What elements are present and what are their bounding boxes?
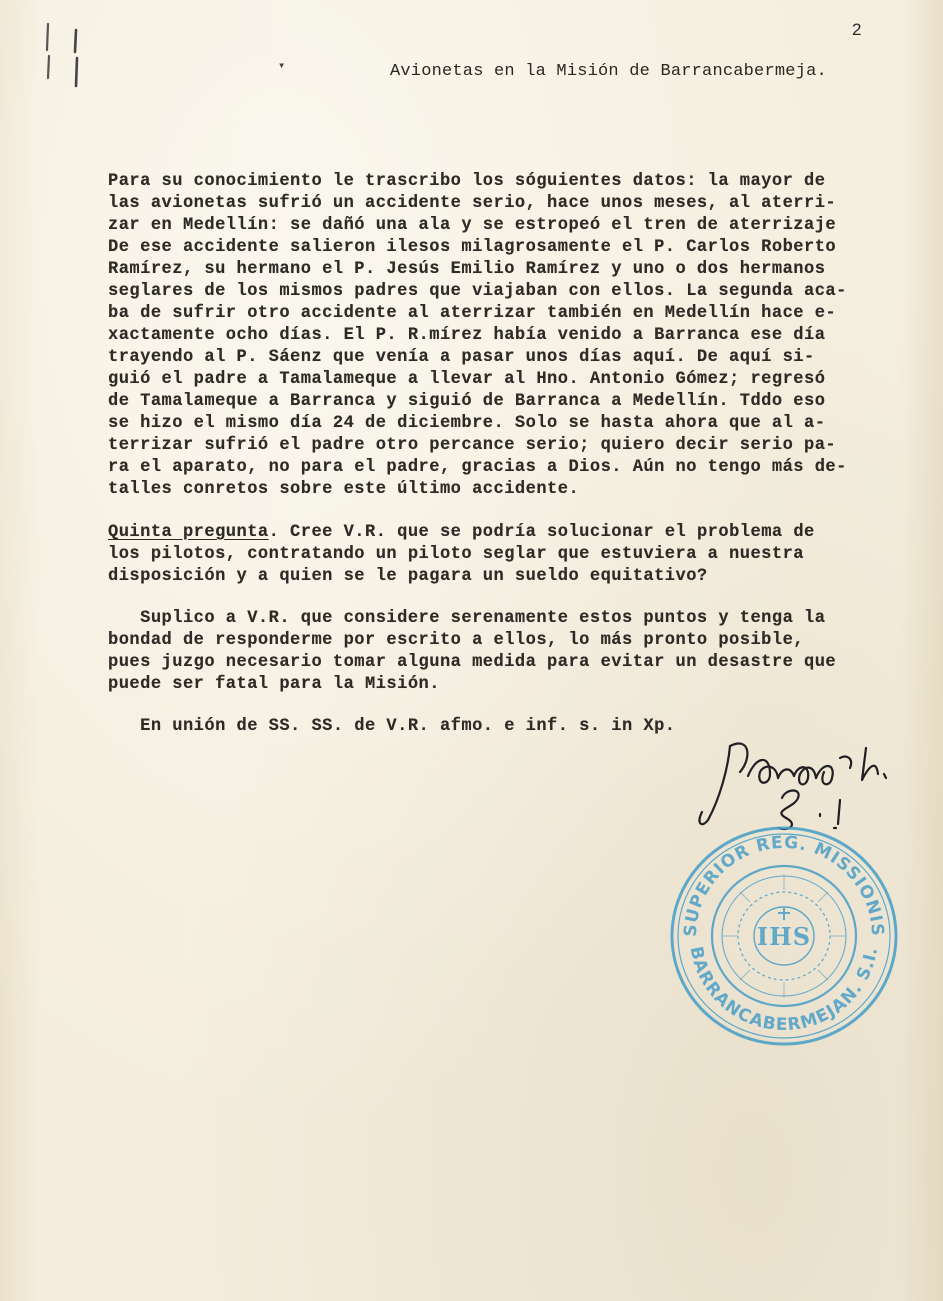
body-line: puede ser fatal para la Misión. [108, 675, 440, 694]
body-line: talles conretos sobre este último accidente. [108, 480, 580, 499]
question-text: . Cree V.R. que se podría solucionar el problema de [268, 523, 815, 542]
body-line: se hizo el mismo día 24 de diciembre. Solo se hasta ahora que al a- [108, 414, 826, 433]
seal-monogram: IHS [756, 922, 812, 951]
body-line: terrizar sufrió el padre otro percance serio; quiero decir serio pa- [108, 436, 837, 455]
handwritten-signature [690, 728, 910, 838]
body-line: pues juzgo necesario tomar alguna medida para evitar un desastre que [108, 653, 837, 672]
body-line: De ese accidente salieron ilesos milagrosamente el P. Carlos Roberto [108, 238, 837, 257]
body-line: Ramírez, su hermano el P. Jesús Emilio Ramírez y uno o dos hermanos [108, 260, 826, 279]
body-line: trayendo al P. Sáenz que venía a pasar unos días aquí. De aquí si- [108, 348, 815, 367]
body-line: seglares de los mismos padres que viajaban con ellos. La segunda aca- [108, 282, 847, 301]
mission-seal-stamp [668, 824, 900, 1048]
body-line: zar en Medellín: se dañó una ala y se estropeó el tren de aterrizaje [108, 216, 837, 235]
document-title: Avionetas en la Misión de Barrancabermeja. [390, 62, 827, 81]
margin-pencil-marks [38, 20, 88, 100]
tick-mark: ▾ [278, 59, 286, 73]
body-line: xactamente ocho días. El P. R.mírez había venido a Barranca ese día [108, 326, 826, 345]
body-line: ra el aparato, no para el padre, gracias a Dios. Aún no tengo más de- [108, 458, 847, 477]
question-line: los pilotos, contratando un piloto seglar que estuviera a nuestra [108, 545, 805, 564]
question-line: disposición y a quien se le pagara un sueldo equitativo? [108, 567, 708, 586]
body-line: Suplico a V.R. que considere serenamente estos puntos y tenga la [108, 609, 826, 628]
seal-bottom-text: BARRANCABERMEJAN. S.I. [685, 944, 883, 1036]
page-number: 2 [852, 20, 862, 39]
body-line: de Tamalameque a Barranca y siguió de Barranca a Medellín. Tddo eso [108, 392, 826, 411]
body-line: guió el padre a Tamalameque a llevar al Hno. Antonio Gómez; regresó [108, 370, 826, 389]
body-line: las avionetas sufrió un accidente serio, hace unos meses, al aterri- [108, 194, 837, 213]
question-line [108, 523, 815, 542]
closing-line: En unión de SS. SS. de V.R. afmo. e inf. s. in Xp. [108, 717, 676, 736]
body-line: Para su conocimiento le trascribo los sóguientes datos: la mayor de [108, 172, 826, 191]
body-line: ba de sufrir otro accidente al aterrizar también en Medellín hace e- [108, 304, 837, 323]
body-line: bondad de responderme por escrito a ellos, lo más pronto posible, [108, 631, 805, 650]
question-label: Quinta pregunta [108, 523, 269, 542]
seal-top-text: SUPERIOR REG. MISSIONIS [680, 832, 888, 938]
